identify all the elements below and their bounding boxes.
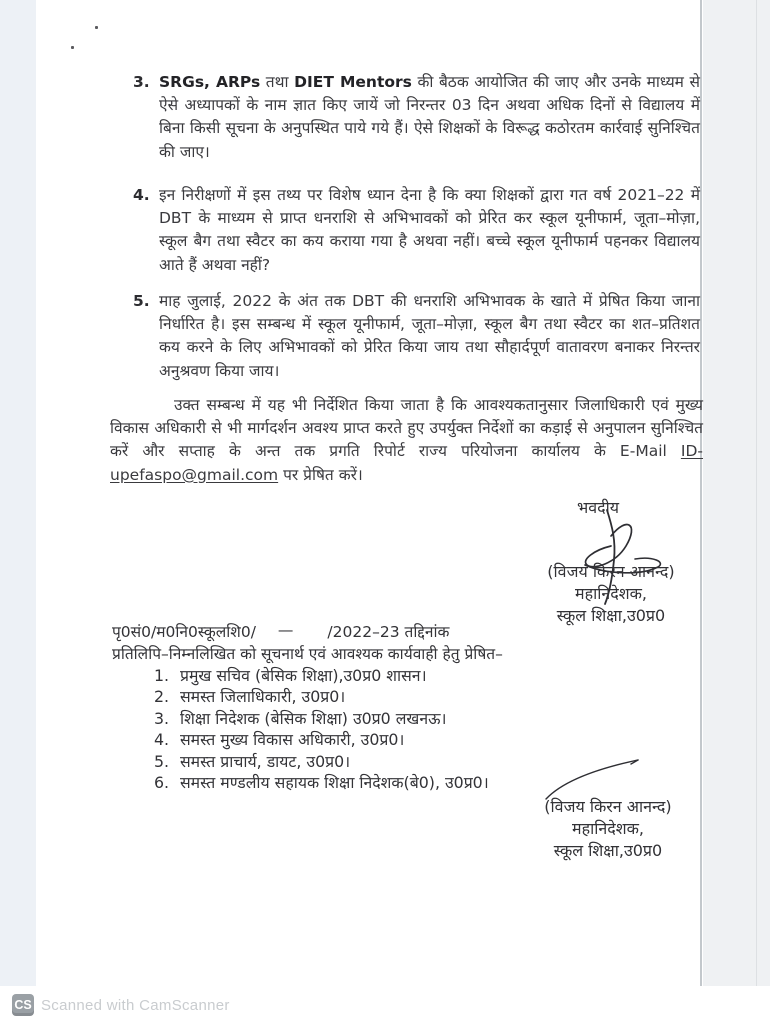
item-text: इन निरीक्षणों में इस तथ्य पर विशेष ध्यान देना है कि क्या शिक्षकों द्वारा गत वर्ष 2021–22 में DBT के माध्यम से प्राप्त धनराशि से अभिभावकों को प्रेरित कर स्कूल यूनीफार्म, जूता–मोज़ा, स्कूल बैग तथा स्वैटर का कय कराया गया है अथवा नहीं। बच्चे स्कूल यूनीफार्म पहनकर विद्यालय आते हैं अथवा नहीं? bbox=[159, 186, 700, 274]
page-edge-faint-line bbox=[756, 0, 757, 986]
directive-item-3 bbox=[133, 71, 700, 164]
reference-suffix: /2022–23 तद्दिनांक bbox=[327, 623, 450, 641]
camscanner-badge-icon: CS bbox=[12, 994, 34, 1016]
valediction: भवदीय bbox=[577, 498, 620, 517]
signatory-block-1 bbox=[523, 561, 699, 627]
camscanner-watermark-text: Scanned with CamScanner bbox=[41, 997, 230, 1014]
signatory-title: महानिदेशक, bbox=[572, 819, 644, 838]
item-text: माह जुलाई, 2022 के अंत तक DBT की धनराशि अभिभावक के खाते में प्रेषित किया जाना निर्धारित है। इस सम्बन्ध में स्कूल यूनीफार्म, जूता–मोज़ा, स्कूल बैग तथा स्वैटर का शत–प्रतिशत कय करने के लिए अभिभावकों को प्रेरित किया जाय तथा सौहार्दपूर्ण वातावरण बनाकर निरन्तर अनुश्रवण किया जाय। bbox=[159, 292, 700, 380]
signatory-block-2 bbox=[520, 796, 696, 862]
copy-item: 6. समस्त मण्डलीय सहायक शिक्षा निदेशक(बे0), उ0प्र0। bbox=[154, 773, 489, 793]
signatory-name: (विजय किरन आनन्द) bbox=[547, 562, 675, 581]
directive-item-5 bbox=[133, 290, 700, 383]
email-text: ID-upefaspo@gmail.com bbox=[110, 442, 703, 484]
scan-left-margin bbox=[0, 0, 36, 986]
reference-prefix: पृ0सं0/म0नि0स्कूलशि0/ bbox=[112, 623, 256, 641]
reference-blank-dash: — bbox=[277, 621, 294, 639]
copy-item: 1. प्रमुख सचिव (बेसिक शिक्षा),उ0प्र0 शासन। bbox=[154, 666, 427, 685]
item-number: 4. bbox=[133, 186, 150, 204]
copy-item: 2. समस्त जिलाधिकारी, उ0प्र0। bbox=[154, 687, 346, 707]
signatory-org: स्कूल शिक्षा,उ0प्र0 bbox=[553, 841, 663, 860]
item-number: 3. bbox=[133, 73, 150, 91]
copy-item: 3. शिक्षा निदेशक (बेसिक शिक्षा) उ0प्र0 लखनऊ। bbox=[154, 708, 447, 728]
signatory-title: महानिदेशक, bbox=[575, 584, 647, 603]
copy-item: 5. समस्त प्राचार्य, डायट, उ0प्र0। bbox=[154, 751, 351, 771]
signature-stroke-icon bbox=[540, 756, 645, 801]
closing-paragraph bbox=[110, 394, 703, 487]
item-text: SRGs, ARPs तथा DIET Mentors की बैठक आयोजित की जाए और उनके माध्यम से ऐसे अध्यापकों के नाम ज्ञात किए जायें जो निरन्तर 03 दिन अथवा अधिक दिनों से विद्यालय में बिना किसी सूचना के अनुपस्थित पाये गये हैं। ऐसे शिक्षकों के विरूद्ध कठोरतम कार्रवाई सुनिश्चित की जाए। bbox=[159, 73, 701, 161]
reference-line bbox=[112, 620, 449, 642]
copy-heading: प्रतिलिपि–निम्नलिखित को सूचनार्थ एवं आवश्यक कार्यवाही हेतु प्रेषित– bbox=[112, 645, 503, 663]
item-number: 5. bbox=[133, 292, 150, 310]
closing-text-after: पर प्रेषित करें। bbox=[278, 465, 363, 484]
ink-speck bbox=[95, 26, 98, 29]
page-edge-shadow bbox=[700, 0, 702, 986]
directive-item-4 bbox=[133, 184, 700, 277]
closing-text: उक्त सम्बन्ध में यह भी निर्देशित किया जाता है कि आवश्यकतानुसार जिलाधिकारी एवं मुख्य विकास अधिकारी से भी मार्गदर्शन अवश्य प्राप्त करते हुए उपर्युक्त निर्देशों का कड़ाई से अनुपालन सुनिश्चित करें और सप्ताह के अन्त तक प्रगति रिपोर्ट राज्य परियोजना कार्यालय के E-Mail bbox=[110, 396, 703, 461]
signatory-name: (विजय किरन आनन्द) bbox=[544, 797, 672, 816]
ink-speck bbox=[71, 46, 74, 49]
copy-item: 4. समस्त मुख्य विकास अधिकारी, उ0प्र0। bbox=[154, 730, 405, 750]
signatory-org: स्कूल शिक्षा,उ0प्र0 bbox=[556, 606, 666, 625]
scan-right-margin bbox=[703, 0, 770, 986]
